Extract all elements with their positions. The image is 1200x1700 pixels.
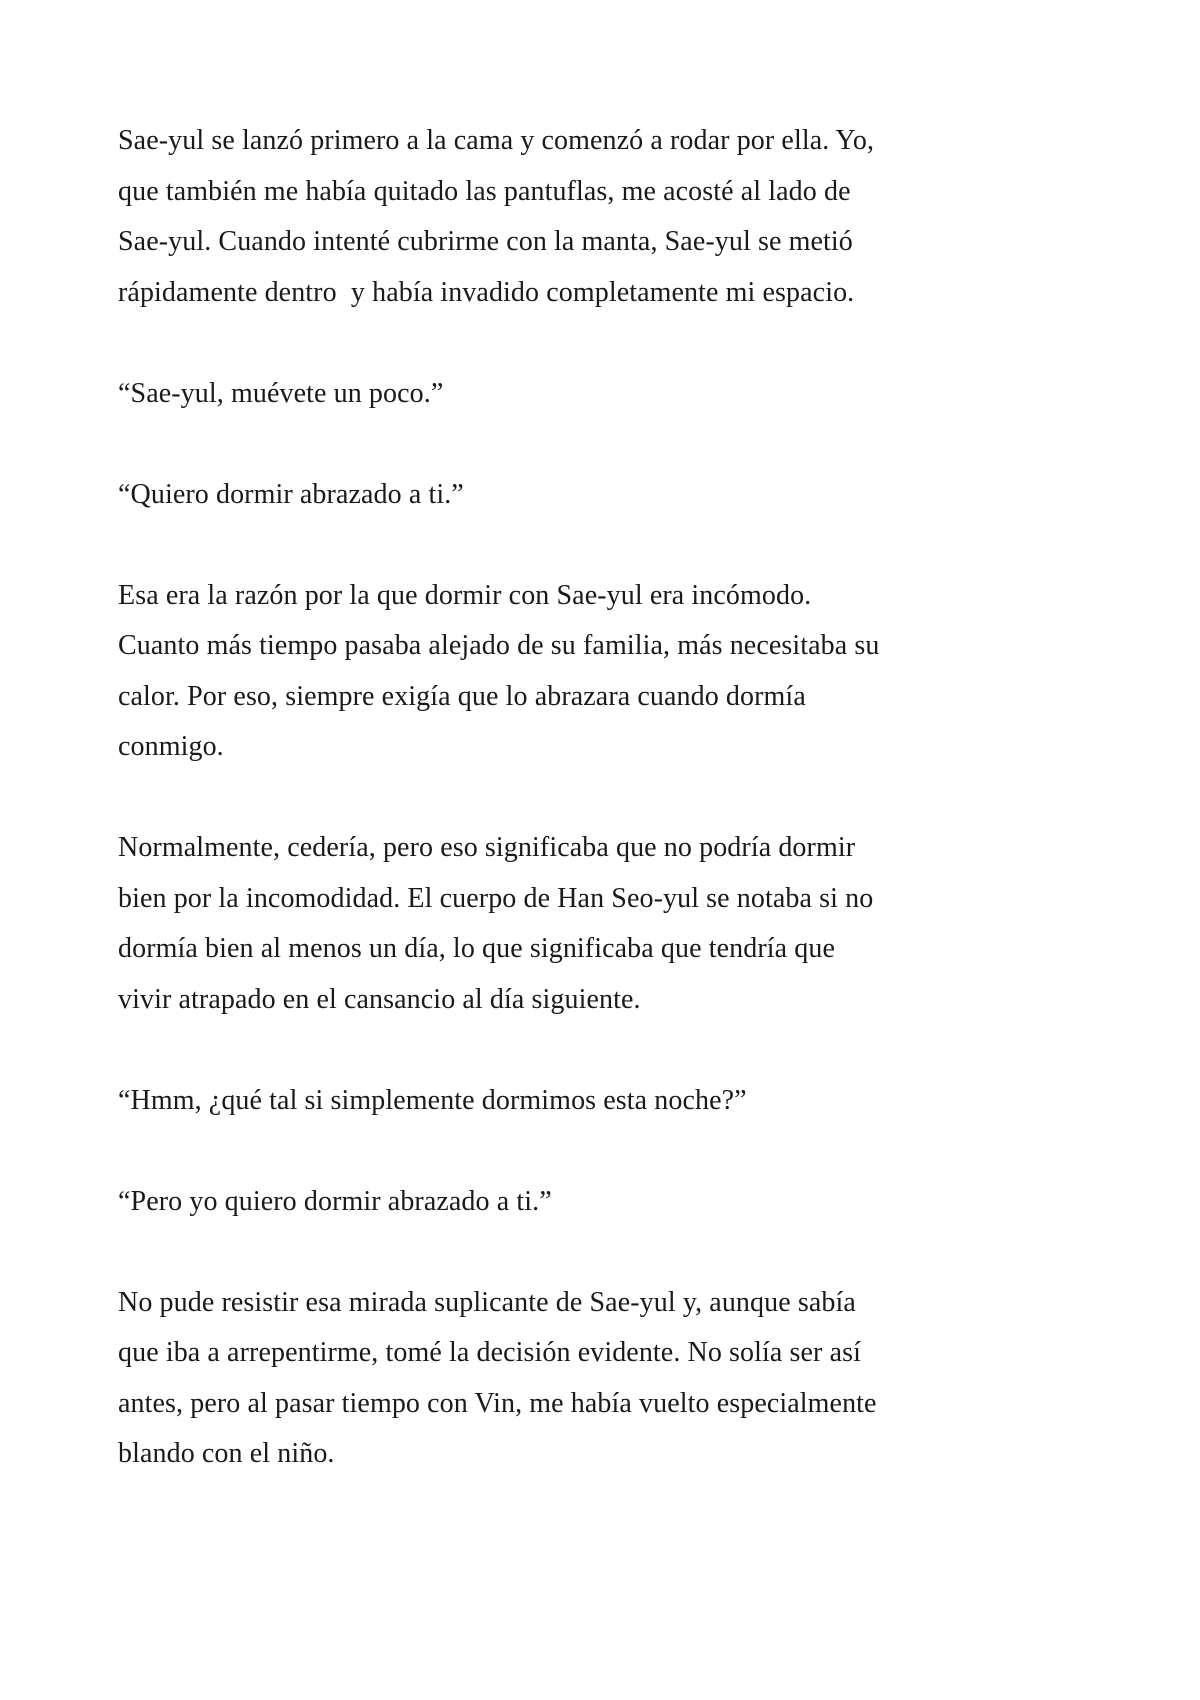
text-line: No pude resistir esa mirada suplicante de Sae-yul y, aunque sabía (118, 1286, 856, 1318)
text-line: “Pero yo quiero dormir abrazado a ti.” (118, 1185, 552, 1217)
paragraph-5 (118, 823, 1078, 1025)
text-line: bien por la incomodidad. El cuerpo de Han Seo-yul se notaba si no (118, 882, 874, 914)
text-line: Normalmente, cedería, pero eso significaba que no podría dormir (118, 832, 856, 863)
text-line: Esa era la razón por la que dormir con Sae-yul era incómodo. (118, 579, 812, 611)
text-line: Sae-yul. Cuando intenté cubrirme con la manta, Sae-yul se metió (118, 226, 853, 257)
paragraph-4 (118, 571, 1078, 773)
text-line: blando con el niño. (118, 1438, 335, 1469)
text-line: antes, pero al pasar tiempo con Vin, me había vuelto especialmente (118, 1387, 877, 1419)
text-line: Sae-yul se lanzó primero a la cama y comenzó a rodar por ella. Yo, (118, 125, 875, 156)
text-line: vivir atrapado en el cansancio al día siguiente. (118, 983, 641, 1015)
text-line: dormía bien al menos un día, lo que significaba que tendría que (118, 933, 835, 964)
text-line: Cuanto más tiempo pasaba alejado de su familia, más necesitaba su (118, 630, 880, 661)
text-line: “Sae-yul, muévete un poco.” (118, 377, 444, 409)
document-body (118, 116, 1078, 1530)
text-line: que también me había quitado las pantuflas, me acosté al lado de (118, 175, 851, 207)
paragraph-7-dialogue (118, 1177, 1078, 1228)
text-line: “Quiero dormir abrazado a ti.” (118, 478, 464, 510)
text-line: que iba a arrepentirme, tomé la decisión evidente. No solía ser así (118, 1337, 861, 1368)
paragraph-6-dialogue (118, 1076, 1078, 1127)
paragraph-1 (118, 116, 1078, 318)
paragraph-8 (118, 1278, 1078, 1480)
text-line: rápidamente dentro y había invadido completamente mi espacio. (118, 276, 855, 308)
text-line: conmigo. (118, 731, 224, 762)
text-line: “Hmm, ¿qué tal si simplemente dormimos esta noche?” (118, 1084, 747, 1116)
text-line: calor. Por eso, siempre exigía que lo abrazara cuando dormía (118, 680, 806, 712)
paragraph-3-dialogue (118, 470, 1078, 521)
paragraph-2-dialogue (118, 369, 1078, 420)
